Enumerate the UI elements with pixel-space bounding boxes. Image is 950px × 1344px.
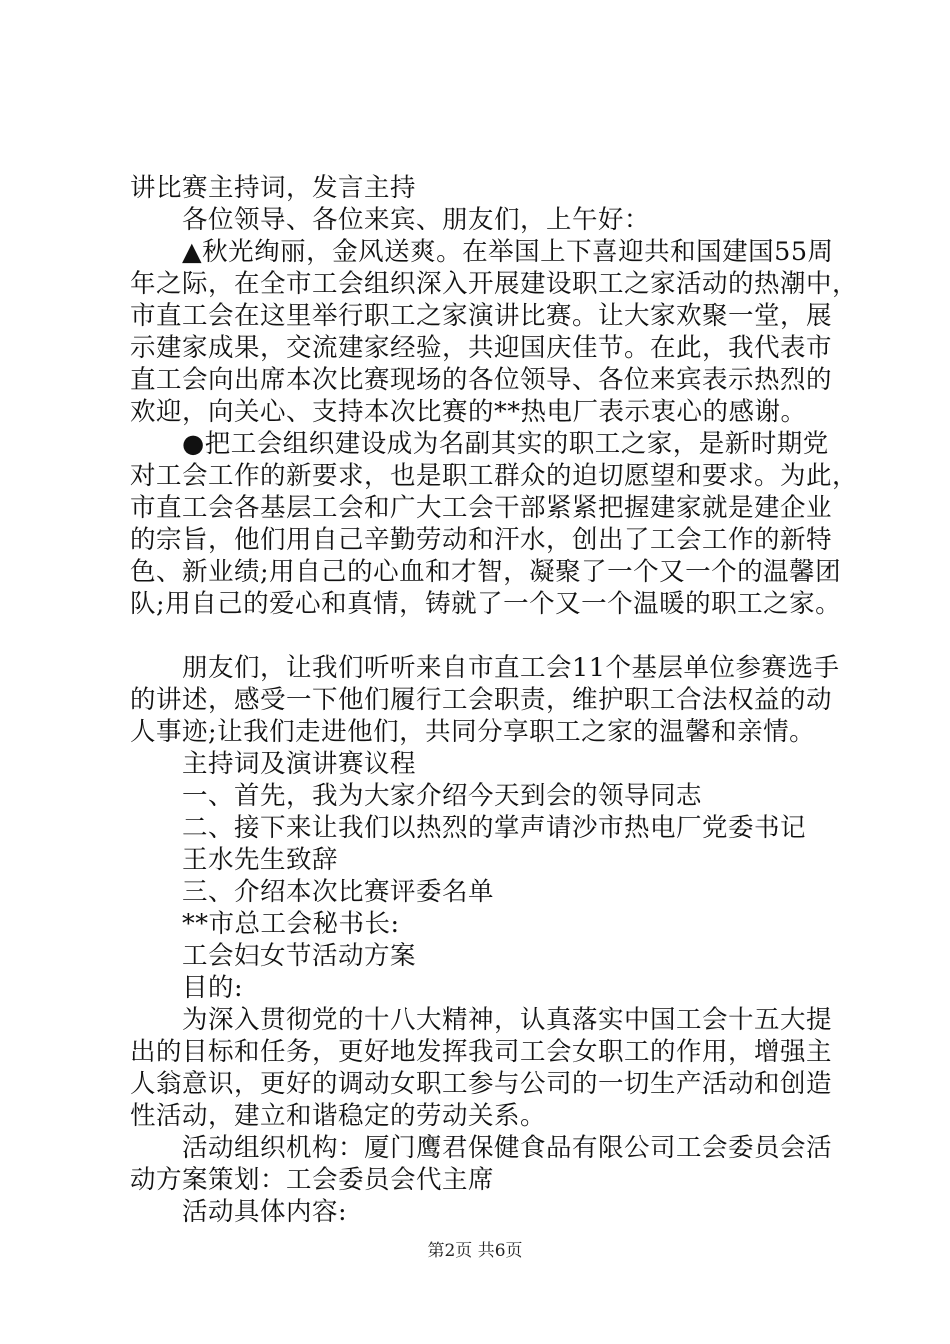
text-line: 三、介绍本次比赛评委名单 — [182, 877, 495, 907]
page-number-footer: 第2页 共6页 — [427, 1241, 523, 1261]
paragraph-gap — [130, 620, 845, 652]
text-line: 市直工会在这里举行职工之家演讲比赛。让大家欢聚一堂，展 — [130, 301, 833, 331]
text-line: 性活动，建立和谐稳定的劳动关系。 — [130, 1101, 547, 1131]
text-line: 活动组织机构：厦门鹰君保健食品有限公司工会委员会活 — [182, 1133, 833, 1163]
text-line: 队;用自己的爱心和真情，铸就了一个又一个温暖的职工之家。 — [130, 589, 842, 619]
text-line: 的讲述，感受一下他们履行工会职责，维护职工合法权益的动 — [130, 685, 833, 715]
text-line: 人翁意识，更好的调动女职工参与公司的一切生产活动和创造 — [130, 1069, 833, 1099]
text-line: 对工会工作的新要求，也是职工群众的迫切愿望和要求。为此， — [130, 461, 859, 491]
text-line: 欢迎，向关心、支持本次比赛的**热电厂表示衷心的感谢。 — [130, 397, 807, 427]
text-line: **市总工会秘书长: — [182, 909, 400, 939]
text-line: ▲秋光绚丽，金风送爽。在举国上下喜迎共和国建国55周 — [182, 237, 834, 267]
text-line: 二、接下来让我们以热烈的掌声请沙市热电厂党委书记 — [182, 813, 807, 843]
text-line: 年之际，在全市工会组织深入开展建设职工之家活动的热潮中， — [130, 269, 859, 299]
text-line: 活动具体内容: — [182, 1197, 348, 1227]
text-line: 一、首先，我为大家介绍今天到会的领导同志 — [182, 781, 703, 811]
text-line: 各位领导、各位来宾、朋友们，上午好： — [182, 205, 651, 235]
text-line: 王水先生致辞 — [182, 845, 339, 875]
text-line: 示建家成果，交流建家经验，共迎国庆佳节。在此，我代表市 — [130, 333, 833, 363]
text-line: 讲比赛主持词，发言主持 — [130, 173, 417, 203]
text-line: 人事迹;让我们走进他们，共同分享职工之家的温馨和亲情。 — [130, 717, 816, 747]
text-line: 直工会向出席本次比赛现场的各位领导、各位来宾表示热烈的 — [130, 365, 833, 395]
text-line: 市直工会各基层工会和广大工会干部紧紧把握建家就是建企业 — [130, 493, 833, 523]
text-line: 动方案策划：工会委员会代主席 — [130, 1165, 495, 1195]
text-line: 为深入贯彻党的十八大精神，认真落实中国工会十五大提 — [182, 1005, 833, 1035]
document-body — [130, 172, 859, 1228]
text-line: 色、新业绩;用自己的心血和才智，凝聚了一个又一个的温馨团 — [130, 557, 842, 587]
text-line: 朋友们，让我们听听来自市直工会11个基层单位参赛选手 — [182, 653, 840, 683]
text-line: ●把工会组织建设成为名副其实的职工之家，是新时期党 — [182, 429, 829, 459]
text-line: 的宗旨，他们用自己辛勤劳动和汗水，创出了工会工作的新特 — [130, 525, 833, 555]
text-line: 目的: — [182, 973, 244, 1003]
text-line: 工会妇女节活动方案 — [182, 941, 417, 971]
text-line: 出的目标和任务，更好地发挥我司工会女职工的作用，增强主 — [130, 1037, 833, 1067]
text-line: 主持词及演讲赛议程 — [182, 749, 417, 779]
